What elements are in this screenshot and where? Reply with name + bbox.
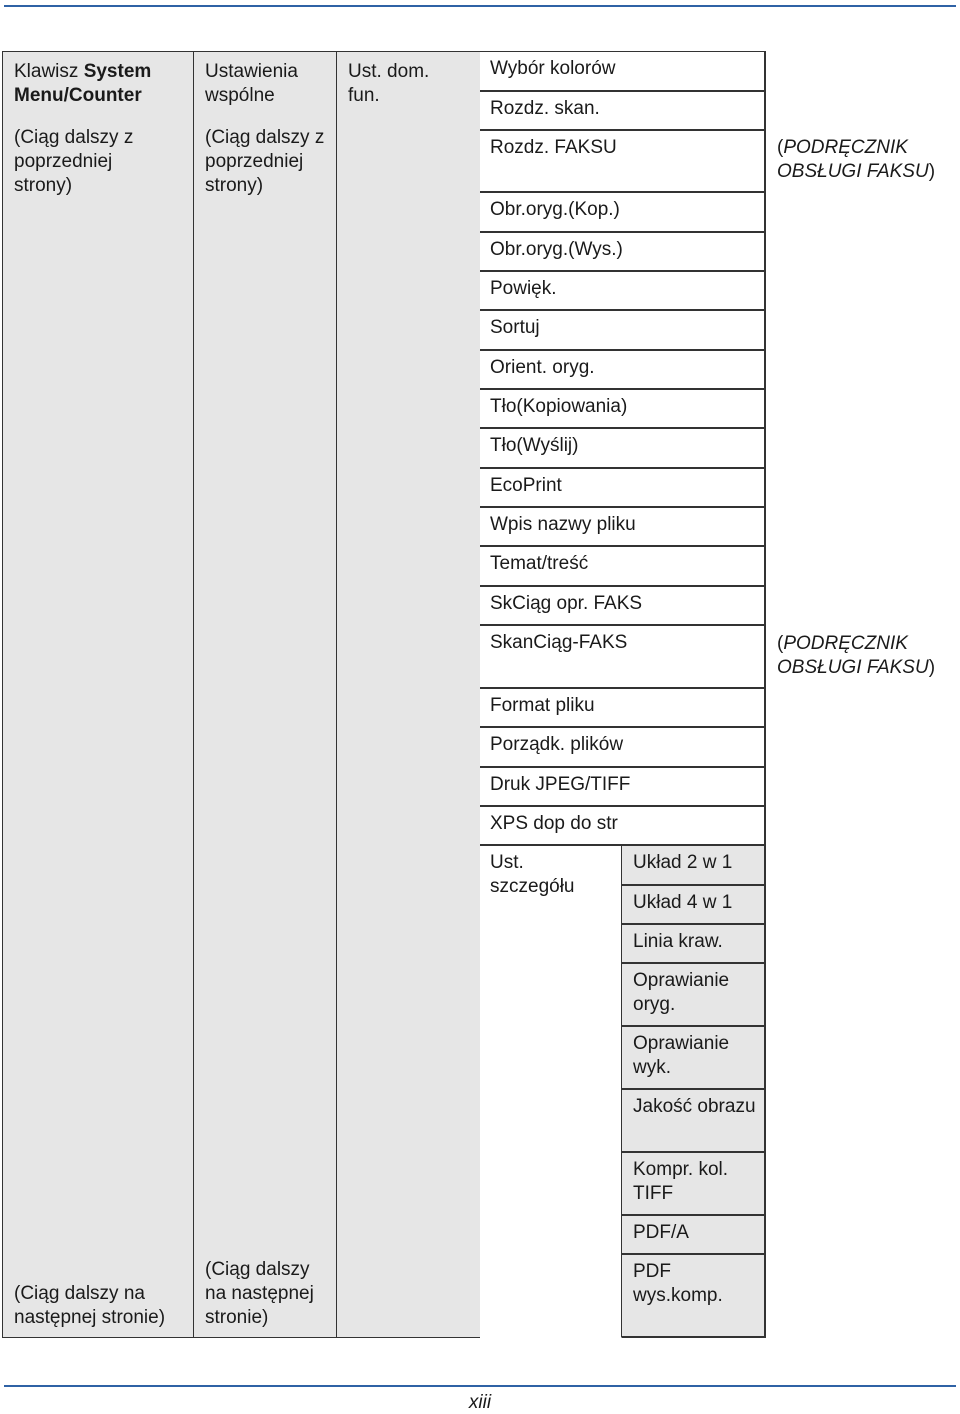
menu-item: Powięk. — [480, 272, 766, 311]
continued-from-note: (Ciąg dalszy z poprzedniej strony) — [205, 127, 325, 196]
menu-item: SkanCiąg-FAKS — [480, 626, 766, 689]
menu-item: Orient. oryg. — [480, 351, 766, 390]
menu-item: Porządk. plików — [480, 728, 766, 768]
common-settings-heading: Ustawienia wspólne — [205, 61, 298, 106]
menu-item: Rozdz. FAKSU — [480, 131, 766, 193]
fax-manual-reference[interactable]: (PODRĘCZNIK OBSŁUGI FAKSU) — [777, 633, 936, 678]
menu-item: Tło(Wyślij) — [480, 429, 766, 469]
detail-settings-label — [480, 846, 622, 1338]
detail-item: Układ 4 w 1 — [622, 886, 766, 925]
menu-item: Sortuj — [480, 311, 766, 351]
menu-item: XPS dop do str — [480, 807, 766, 846]
menu-heading — [14, 60, 184, 108]
detail-item: Oprawianie oryg. — [622, 964, 766, 1027]
function-defaults-heading: Ust. dom. fun. — [348, 61, 430, 106]
detail-item: PDF wys.komp. — [622, 1255, 766, 1338]
menu-item: Druk JPEG/TIFF — [480, 768, 766, 807]
top-rule — [4, 5, 956, 7]
detail-item: PDF/A — [622, 1216, 766, 1255]
menu-item: Rozdz. skan. — [480, 92, 766, 131]
bottom-rule — [4, 1385, 956, 1387]
detail-settings-text: Ust. szczegółu — [490, 852, 575, 897]
menu-item: Wpis nazwy pliku — [480, 508, 766, 547]
menu-item: Obr.oryg.(Kop.) — [480, 193, 766, 233]
fax-manual-title: PODRĘCZNIK OBSŁUGI FAKSU — [777, 137, 929, 182]
menu-item: Obr.oryg.(Wys.) — [480, 233, 766, 272]
page-number: xiii — [468, 1392, 492, 1413]
detail-item: Oprawianie wyk. — [622, 1027, 766, 1090]
detail-item: Kompr. kol. TIFF — [622, 1153, 766, 1216]
continued-from-note: (Ciąg dalszy z poprzedniej strony) — [14, 127, 134, 196]
detail-item: Jakość obrazu — [622, 1090, 766, 1153]
heading-key: System Menu/Counter — [14, 61, 152, 106]
heading-prefix: Klawisz — [14, 61, 84, 82]
column-function-defaults — [336, 51, 481, 1338]
menu-item: Wybór kolorów — [480, 51, 766, 92]
column-common-settings — [193, 51, 337, 1338]
menu-item: Temat/treść — [480, 547, 766, 587]
menu-item: Format pliku — [480, 689, 766, 728]
detail-item: Linia kraw. — [622, 925, 766, 964]
menu-item: SkCiąg opr. FAKS — [480, 587, 766, 626]
continued-to-note: (Ciąg dalszy na następnej stronie) — [205, 1259, 314, 1328]
fax-manual-reference[interactable]: (PODRĘCZNIK OBSŁUGI FAKSU) — [777, 137, 936, 182]
menu-item: EcoPrint — [480, 469, 766, 508]
fax-manual-title: PODRĘCZNIK OBSŁUGI FAKSU — [777, 633, 929, 678]
column-system-menu — [2, 51, 194, 1338]
menu-item: Tło(Kopiowania) — [480, 390, 766, 429]
continued-to-note: (Ciąg dalszy na następnej stronie) — [14, 1283, 166, 1328]
detail-item: Układ 2 w 1 — [622, 846, 766, 886]
